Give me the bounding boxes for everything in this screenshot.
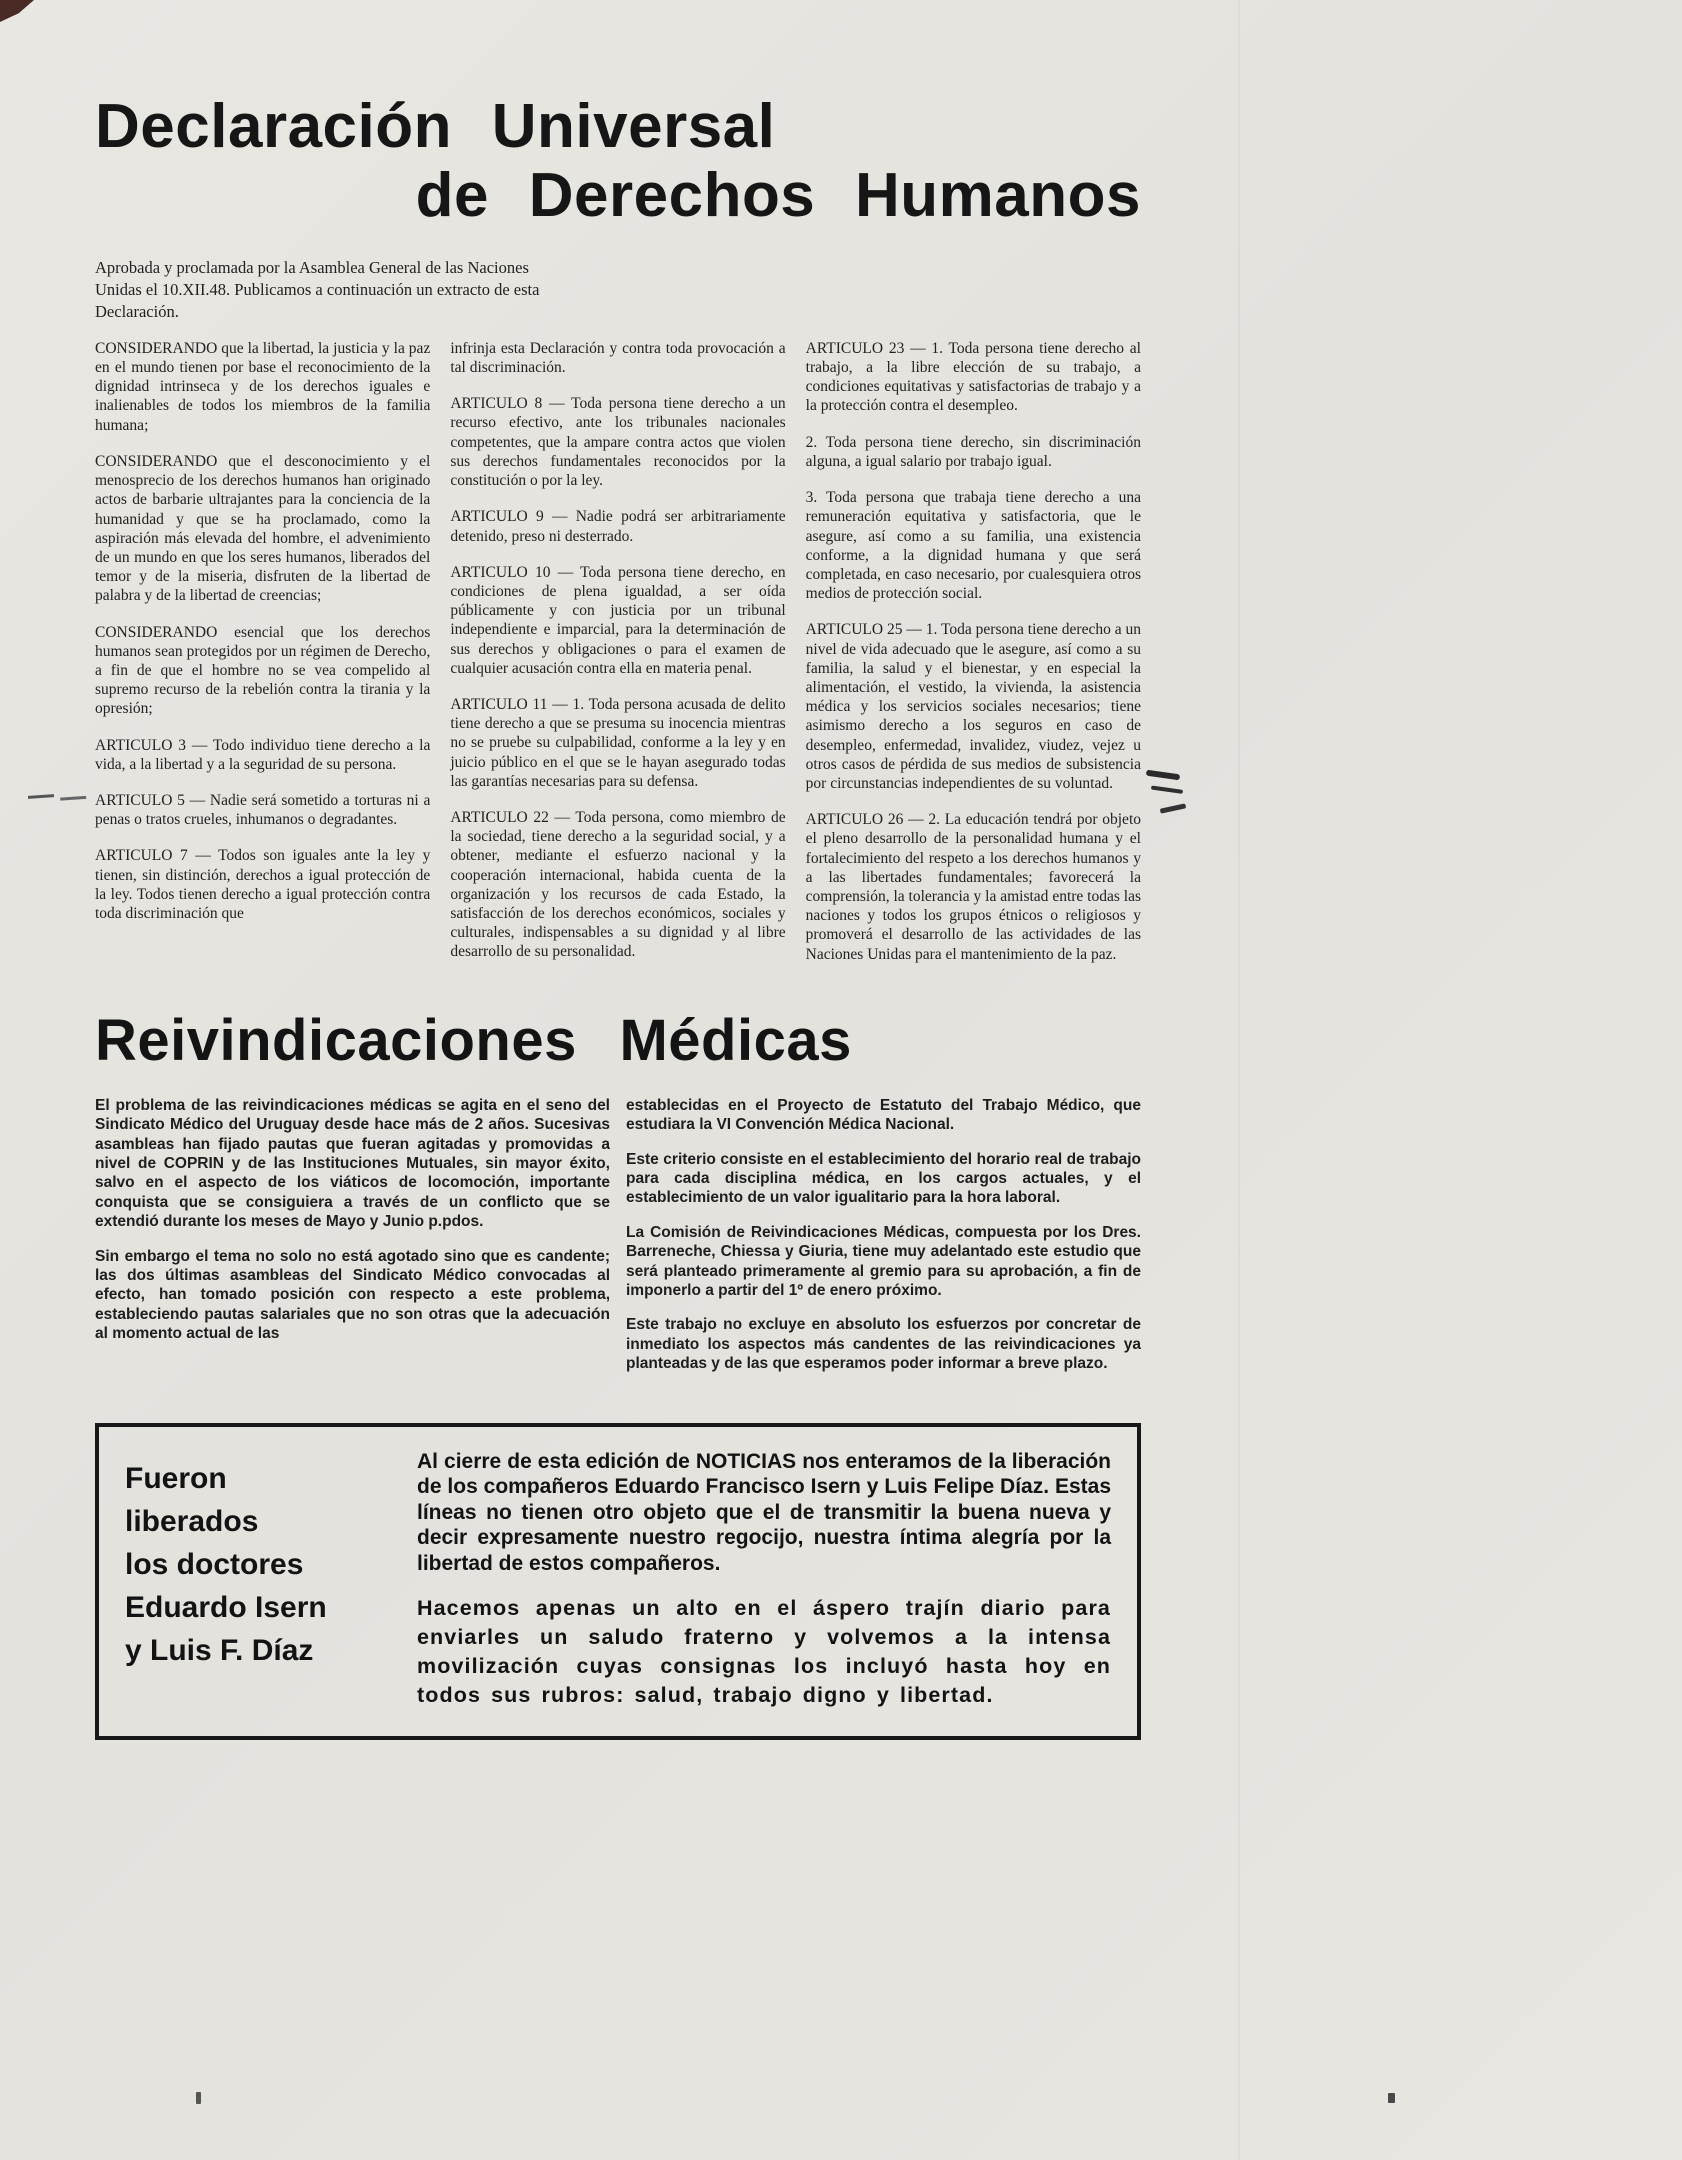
paragraph-articulo-9: ARTICULO 9 — Nadie podrá ser arbitrariamente detenido, preso ni desterrado. [450,508,786,545]
paragraph-articulo-25: ARTICULO 25 — 1. Toda persona tiene derecho a un nivel de vida adecuado que le asegure, así como a su familia, la salud y el bienestar, y en especial la alimentación, el vestido, la vivienda, la asistencia médica y los servicios sociales necesarios; tiene asimismo derecho a los seguros en caso de desempleo, enfermedad, invalidez, viudez, vejez u otros casos de pérdida de sus medios de subsistencia por circunstancias independientes de su voluntad. [805,621,1141,792]
paragraph-articulo-26: ARTICULO 26 — 2. La educación tendrá por objeto el pleno desarrollo de la personalidad humana y el fortalecimiento del respeto a los derechos humanos y a las libertades fundamentales; favorecerá la comprensión, la tolerancia y la amistad entre todas las naciones y todos los grupos étnicos o religiosos y promoverá el desarrollo de las actividades de las Naciones Unidas para el mantenimiento de la paz. [805,811,1141,963]
scan-margin-dash [28,794,54,799]
paragraph-medical-2: Sin embargo el tema no solo no está agotado sino que es candente; las dos últimas asambleas del Sindicato Médico convocadas al efecto, han tomado posición con respecto a este problema, estableciendo pautas salariales que no son otras que la adecuación al momento actual de las [95,1247,610,1343]
paragraph-medical-5: La Comisión de Reivindicaciones Médicas, compuesta por los Dres. Barreneche, Chiessa y Giuria, tiene muy adelantado este estudio que será planteado primeramente al gremio para su aprobación, a fin de imponerlo a partir del 1º de enero próximo. [626,1223,1141,1300]
paragraph-articulo-10: ARTICULO 10 — Toda persona tiene derecho, en condiciones de plena igualdad, a ser oída públicamente y con justicia por un tribunal independiente e imparcial, para la determinación de sus derechos y obligaciones o para el examen de cualquier acusación contra ella en materia penal. [450,563,786,677]
paragraph-considerando-2: CONSIDERANDO que el desconocimiento y el menosprecio de los derechos humanos han originado actos de barbarie ultrajantes para la conciencia de la humanidad y que se ha proclamado, como la aspiración más elevada del hombre, el advenimiento de un mundo en que los seres humanos, liberados del temor y de la miseria, disfruten de la libertad de palabra y de la libertad de creencias; [95,452,431,605]
paragraph-medical-1: El problema de las reivindicaciones médicas se agita en el seno del Sindicato Médico del Uruguay desde hace más de 2 años. Sucesivas asambleas han fijado pautas que fueran agitadas y promovidas a nivel de COPRIN y de las Instituciones Mutuales, sin mayor éxito, salvo en el aspecto de los viáticos de locomoción, importante conquista que se consiguiera a través de un conflicto que se extendió durante los meses de Mayo y Junio p.pdos. [95,1096,610,1231]
paragraph-medical-4: Este criterio consiste en el establecimiento del horario real de trabajo para cada disciplina médica, en los cargos actuales, y el establecimiento de un valor igualitario para la hora laboral. [626,1150,1141,1207]
medical-column-2 [626,1096,1141,1389]
paragraph-articulo-7: ARTICULO 7 — Todos son iguales ante la ley y tienen, sin distinción, derechos a igual protección de la ley. Todos tienen derecho a igual protección contra toda discriminación que [95,847,431,922]
declaration-column-2 [450,339,785,981]
declaration-title-line1: Declaración Universal [95,92,776,161]
liberation-headline [125,1449,383,1711]
liberation-headline-line: los doctores [125,1547,304,1581]
page-content [95,92,1141,1740]
paragraph-articulo-23: ARTICULO 23 — 1. Toda persona tiene derecho al trabajo, a la libre elección de su trabajo, a condiciones equitativas y satisfactorias de trabajo y a la protección contra el desempleo. [805,339,1141,415]
scan-fold-line [1238,0,1240,2160]
paragraph-medical-6: Este trabajo no excluye en absoluto los esfuerzos por concretar de inmediato los aspectos más candentes de las reivindicaciones ya planteadas y de las que esperamos poder informar a breve plazo. [626,1316,1141,1373]
medical-columns [95,1096,1141,1389]
declaration-columns [95,339,1141,981]
scan-pen-mark [1160,803,1186,813]
liberation-text [417,1449,1111,1711]
scan-corner-mark [0,0,34,22]
liberation-box [95,1423,1141,1741]
liberation-headline-line: y Luis F. Díaz [125,1633,314,1667]
scan-speck [196,2092,201,2104]
liberation-headline-line: Fueron [125,1461,227,1495]
paragraph-articulo-23-2: 2. Toda persona tiene derecho, sin discriminación alguna, a igual salario por trabajo igual. [805,433,1141,470]
medical-section-title: Reivindicaciones Médicas [95,1007,852,1073]
paragraph-liberation-2: Hacemos apenas un alto en el áspero trajín diario para enviarles un saludo fraterno y volvemos a la intensa movilización cuyas consignas los incluyó hasta hoy en todos sus rubros: salud, trabajo digno y libertad. [417,1596,1111,1708]
medical-column-1 [95,1096,610,1389]
paragraph-articulo-22: ARTICULO 22 — Toda persona, como miembro de la sociedad, tiene derecho a la seguridad social, y a obtener, mediante el esfuerzo nacional y la cooperación internacional, habida cuenta de la organización y los recursos de cada Estado, la satisfacción de los derechos económicos, sociales y culturales, indispensables a su dignidad y al libre desarrollo de su personalidad. [450,808,786,961]
paragraph-considerando-1: CONSIDERANDO que la libertad, la justicia y la paz en el mundo tienen por base el reconocimiento de la dignidad intrinseca y de los derechos iguales e inalienables de todos los miembros de la familia humana; [95,339,431,434]
paragraph-articulo-5: ARTICULO 5 — Nadie será sometido a torturas ni a penas o tratos crueles, inhumanos o degradantes. [95,791,431,829]
paragraph-articulo-23-3: 3. Toda persona que trabaja tiene derecho a una remuneración equitativa y satisfactoria, que le asegure, así como a su familia, una existencia conforme, a la dignidad humana y que será completada, en caso necesario, por cualesquiera otros medios de protección social. [805,489,1141,603]
paragraph-articulo-11: ARTICULO 11 — 1. Toda persona acusada de delito tiene derecho a que se presuma su inocencia mientras no se pruebe su culpabilidad, conforme a la ley y en juicio público en el que se le hayan asegurado todas las garantías necesarias para su defensa. [450,695,786,790]
declaration-column-3 [806,339,1141,981]
paragraph-articulo-8: ARTICULO 8 — Toda persona tiene derecho a un recurso efectivo, ante los tribunales nacionales competentes, que la ampare contra actos que violen sus derechos fundamentales reconocidos por la constitución o por la ley. [450,395,786,490]
declaration-title-line2: de Derechos Humanos [415,161,1141,231]
liberation-headline-line: liberados [125,1504,259,1538]
paragraph-articulo-7-continuation: infrinja esta Declaración y contra toda provocación a tal discriminación. [450,339,786,377]
scan-speck [1388,2093,1395,2103]
scan-pen-mark [1146,770,1181,781]
declaration-intro: Aprobada y proclamada por la Asamblea General de las Naciones Unidas el 10.XII.48. Publicamos a continuación un extracto de esta Declaración. [95,257,540,321]
declaration-column-1 [95,339,430,981]
paragraph-liberation-1: Al cierre de esta edición de NOTICIAS nos enteramos de la liberación de los compañeros Eduardo Francisco Isern y Luis Felipe Díaz. Estas líneas no tienen otro objeto que el de transmitir la buena nueva y decir expresamente nuestro regocijo, nuestra íntima alegría por la libertad de estos compañeros. [417,1449,1111,1575]
declaration-title [95,92,1141,231]
paragraph-considerando-3: CONSIDERANDO esencial que los derechos humanos sean protegidos por un régimen de Derecho, a fin de que el hombre no se vea compelido al supremo recurso de la rebelión contra la tirania y la opresión; [95,623,431,718]
paragraph-articulo-3: ARTICULO 3 — Todo individuo tiene derecho a la vida, a la libertad y a la seguridad de su persona. [95,736,431,773]
liberation-headline-line: Eduardo Isern [125,1590,327,1624]
paragraph-medical-3: establecidas en el Proyecto de Estatuto del Trabajo Médico, que estudiara la VI Convención Médica Nacional. [626,1096,1141,1134]
